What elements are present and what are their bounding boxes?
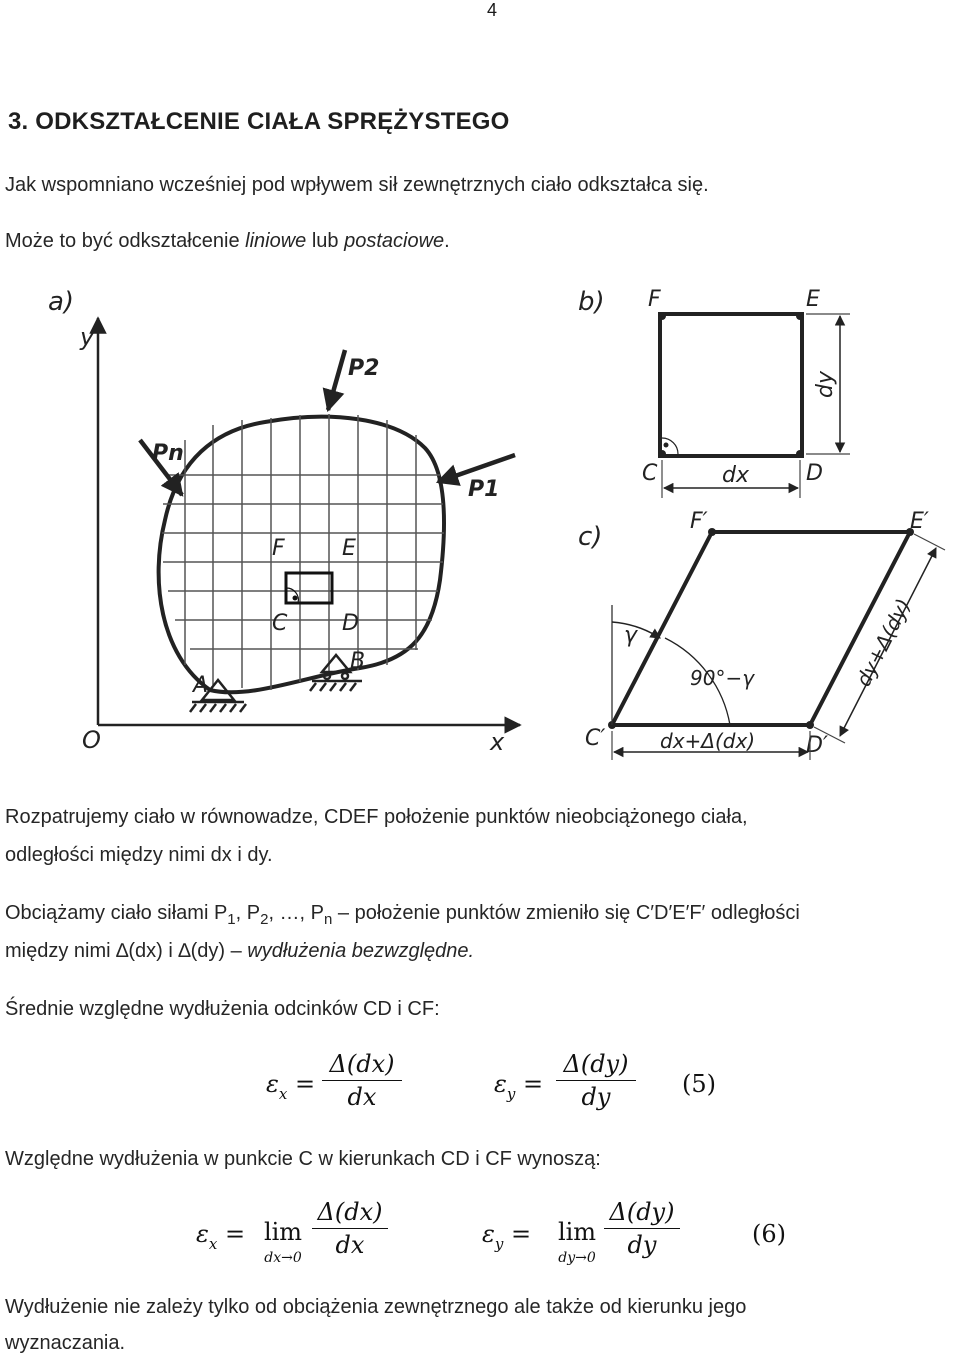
grid-lines <box>162 414 444 690</box>
dim-dy-ddy-label: dy+Δ(dy) <box>851 594 916 691</box>
term-shear: postaciowe <box>344 230 445 252</box>
right-angle-dot-b <box>664 443 669 448</box>
equals: = <box>295 1070 316 1098</box>
equals: = <box>523 1070 544 1098</box>
section-heading: 3. ODKSZTAŁCENIE CIAŁA SPRĘŻYSTEGO <box>8 108 510 135</box>
node-e-b <box>796 312 804 320</box>
panel-b-label: b) <box>578 287 605 317</box>
para2-text: Obciążamy ciało siłami P <box>5 902 228 924</box>
eq5-lhs-x <box>266 1070 316 1103</box>
para2-text: , P <box>235 902 261 924</box>
dim-dx-label: dx <box>722 463 749 488</box>
para1-line-2: odległości między nimi dx i dy. <box>5 844 273 866</box>
force-p2-label: P2 <box>348 356 380 381</box>
intro-text: Może to być odkształcenie <box>5 230 246 252</box>
fraction-bar <box>604 1228 680 1229</box>
point-d-b: D <box>806 461 823 486</box>
para5-line-1: Wydłużenie nie zależy tylko od obciążenia zewnętrznego ale także od kierunku jego <box>5 1296 747 1318</box>
node-d-c <box>806 721 814 729</box>
panel-a-label: a) <box>48 287 75 317</box>
eq5-lhs-y <box>494 1070 544 1103</box>
point-f-b: F <box>648 287 661 312</box>
para4: Względne wydłużenia w punkcie C w kierunkach CD i CF wynoszą: <box>5 1148 601 1170</box>
epsilon: ε <box>494 1070 507 1098</box>
numerator: Δ(dy) <box>609 1198 675 1226</box>
page-number: 4 <box>487 0 498 20</box>
sub-2: 2 <box>260 911 269 928</box>
point-c-c: C′ <box>585 726 606 751</box>
para3: Średnie względne wydłużenia odcinków CD i CF: <box>5 998 440 1020</box>
para1-line-1: Rozpatrujemy ciało w równowadze, CDEF położenie punktów nieobciążonego ciała, <box>5 806 748 828</box>
equals: = <box>511 1220 532 1248</box>
eq6-fraction-y <box>604 1198 680 1259</box>
intro-line-2 <box>5 226 955 256</box>
lim-sub: dx→0 <box>264 1250 302 1266</box>
x-axis-label: x <box>490 728 505 756</box>
numerator: Δ(dx) <box>317 1198 383 1226</box>
fraction-bar <box>322 1080 402 1081</box>
point-f-a: F <box>272 536 285 561</box>
para2-text: – położenie punktów zmieniło się C′D′E′F′ odległości <box>332 902 800 924</box>
para2-line-1 <box>5 898 955 935</box>
eq6-lim-x <box>258 1218 308 1274</box>
para5-line-2: wyznaczania. <box>5 1332 126 1354</box>
point-e-c: E′ <box>910 509 929 534</box>
dim-dx-ddx-label: dx+Δ(dx) <box>660 729 756 753</box>
intro-text: lub <box>306 230 345 252</box>
right-angle-dot <box>293 596 298 601</box>
denominator: dx <box>335 1231 365 1259</box>
sub-1: 1 <box>227 911 236 928</box>
sub-y: y <box>506 1085 516 1103</box>
para2-text: między nimi ∆(dx) i ∆(dy) – <box>5 940 248 962</box>
node-f-b <box>658 312 666 320</box>
fraction-bar <box>556 1080 636 1081</box>
epsilon: ε <box>482 1220 495 1248</box>
complement-label: 90°−γ <box>690 666 755 690</box>
denominator: dy <box>581 1083 611 1111</box>
node-f-c <box>708 528 716 536</box>
lim: lim <box>263 1218 303 1246</box>
point-d-a: D <box>342 611 359 636</box>
support-a-label: A <box>193 673 209 698</box>
denominator: dx <box>347 1083 377 1111</box>
sub-x: x <box>278 1085 288 1103</box>
support-b-label: B <box>350 649 366 674</box>
denominator: dy <box>627 1231 657 1259</box>
force-p1-label: P1 <box>468 477 500 502</box>
equals: = <box>225 1220 246 1248</box>
elastic-body <box>159 417 444 693</box>
force-pn-label: Pn <box>152 441 184 466</box>
lim: lim <box>557 1218 597 1246</box>
intro-text: . <box>444 230 450 252</box>
fraction-bar <box>312 1228 388 1229</box>
point-c-a: C <box>272 611 288 636</box>
origin-label: O <box>82 726 101 754</box>
dim-dy-label: dy <box>813 371 838 398</box>
eq5-fraction-x <box>322 1050 402 1111</box>
para2-line-2 <box>5 936 955 966</box>
sub-y: y <box>494 1235 504 1253</box>
point-e-b: E <box>806 287 820 312</box>
point-e-a: E <box>342 536 356 561</box>
deformation-figure <box>0 270 960 770</box>
eq5-fraction-y <box>556 1050 636 1111</box>
eq6-lhs-y <box>482 1220 532 1253</box>
dim-ext <box>914 534 945 550</box>
node-c-b <box>658 450 666 458</box>
numerator: Δ(dy) <box>563 1050 629 1078</box>
sub-x: x <box>208 1235 218 1253</box>
point-c-b: C <box>642 461 658 486</box>
epsilon: ε <box>196 1220 209 1248</box>
epsilon: ε <box>266 1070 279 1098</box>
point-f-c: F′ <box>690 509 708 534</box>
y-axis-label: y <box>80 323 95 351</box>
eq6-lhs-x <box>196 1220 246 1253</box>
eq6-fraction-x <box>312 1198 388 1259</box>
eq6-number: (6) <box>752 1220 786 1248</box>
right-angle-arc <box>286 588 298 603</box>
term-absolute-elongation: wydłużenia bezwzględne. <box>247 940 475 962</box>
eq5-number: (5) <box>682 1070 716 1098</box>
panel-c-label: c) <box>578 522 603 552</box>
sub-n: n <box>324 911 333 928</box>
undeformed-element <box>660 314 802 456</box>
node-d-b <box>796 450 804 458</box>
intro-line-1: Jak wspomniano wcześniej pod wpływem sił zewnętrznych ciało odkształca się. <box>5 174 709 196</box>
numerator: Δ(dx) <box>329 1050 395 1078</box>
force-p2-arrow <box>328 350 345 410</box>
gamma-label: γ <box>624 623 638 648</box>
eq6-lim-y <box>552 1218 602 1274</box>
lim-sub: dy→0 <box>558 1250 596 1266</box>
term-linear: liniowe <box>245 230 307 252</box>
point-d-c: D′ <box>806 733 828 758</box>
para2-text: , …, P <box>268 902 325 924</box>
deformed-element <box>612 532 910 725</box>
